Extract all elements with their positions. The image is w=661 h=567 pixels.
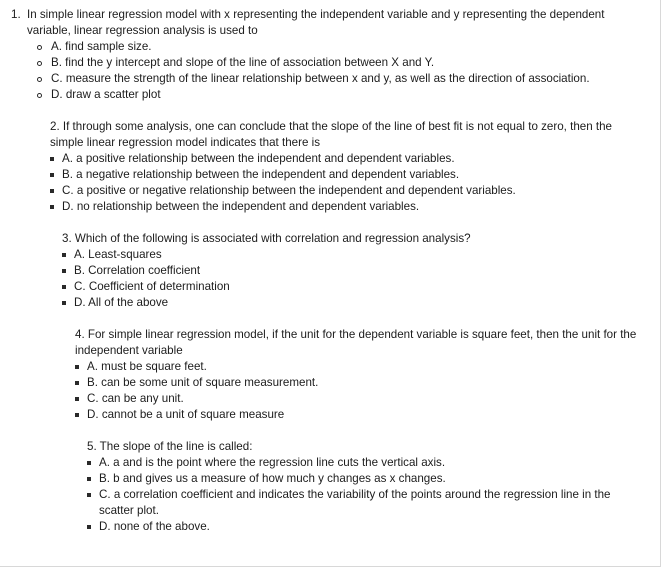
question-5-options (0, 455, 660, 535)
hollow-bullet-icon (35, 87, 45, 103)
option-text: D. All of the above (74, 296, 169, 309)
question-3 (0, 231, 660, 311)
question-2-options (0, 151, 660, 215)
question-3-option-d (0, 295, 660, 311)
option-text: A. must be square feet. (87, 360, 207, 373)
option-text: B. a negative relationship between the independent and dependent variables. (62, 168, 460, 181)
question-4-option-d (0, 407, 660, 423)
square-bullet-icon (84, 487, 94, 503)
question-4-option-b (0, 375, 660, 391)
question-5-option-b (0, 471, 660, 487)
option-text: A. find sample size. (51, 40, 152, 53)
hollow-bullet-icon (35, 55, 45, 71)
square-bullet-icon (72, 375, 82, 391)
option-text: C. a positive or negative relationship between the independent and dependent variables. (62, 184, 516, 197)
question-2-option-b (0, 167, 660, 183)
square-bullet-icon (59, 247, 69, 263)
option-text: B. find the y intercept and slope of the line of association between X and Y. (51, 56, 435, 69)
question-1 (0, 7, 660, 103)
hollow-bullet-icon (35, 71, 45, 87)
option-text: D. no relationship between the independent and dependent variables. (62, 200, 420, 213)
question-3-option-c (0, 279, 660, 295)
square-bullet-icon (59, 263, 69, 279)
option-text: A. Least-squares (74, 248, 162, 261)
question-5-option-a (0, 455, 660, 471)
question-4-option-c (0, 391, 660, 407)
option-text: A. a positive relationship between the independent and dependent variables. (62, 152, 455, 165)
question-5-option-c (0, 487, 660, 519)
question-3-option-a (0, 247, 660, 263)
question-2-option-a (0, 151, 660, 167)
question-1-option-b (0, 55, 660, 71)
question-3-option-b (0, 263, 660, 279)
option-text: C. measure the strength of the linear relationship between x and y, as well as the direction of association. (51, 72, 590, 85)
question-5-prompt: 5. The slope of the line is called: (87, 440, 253, 453)
square-bullet-icon (47, 167, 57, 183)
option-text: C. can be any unit. (87, 392, 184, 405)
square-bullet-icon (59, 295, 69, 311)
option-text: D. draw a scatter plot (51, 88, 161, 101)
question-4-prompt: 4. For simple linear regression model, if the unit for the dependent variable is square feet, then the unit for the independent variable (75, 328, 637, 357)
question-4-options (0, 359, 660, 423)
hollow-bullet-icon (35, 39, 45, 55)
question-1-option-c (0, 71, 660, 87)
question-3-options (0, 247, 660, 311)
option-text: A. a and is the point where the regression line cuts the vertical axis. (99, 456, 446, 469)
question-1-options (0, 39, 660, 103)
square-bullet-icon (72, 391, 82, 407)
question-3-prompt: 3. Which of the following is associated with correlation and regression analysis? (62, 232, 471, 245)
question-1-option-d (0, 87, 660, 103)
question-1-text: In simple linear regression model with x representing the independent variable and y representing the dependent variable, linear regression analysis is used to (27, 8, 605, 37)
option-text: B. b and gives us a measure of how much y changes as x changes. (99, 472, 446, 485)
option-text: C. a correlation coefficient and indicates the variability of the points around the regression line in the scatter plot. (99, 488, 611, 517)
question-2-prompt: 2. If through some analysis, one can conclude that the slope of the line of best fit is not equal to zero, then the simple linear regression model indicates that there is (50, 120, 613, 149)
question-5 (0, 439, 660, 535)
question-4 (0, 327, 660, 423)
square-bullet-icon (84, 471, 94, 487)
square-bullet-icon (59, 279, 69, 295)
square-bullet-icon (47, 199, 57, 215)
square-bullet-icon (47, 151, 57, 167)
square-bullet-icon (72, 359, 82, 375)
option-text: D. none of the above. (99, 520, 210, 533)
square-bullet-icon (84, 455, 94, 471)
question-5-option-d (0, 519, 660, 535)
question-2-option-c (0, 183, 660, 199)
square-bullet-icon (84, 519, 94, 535)
option-text: B. can be some unit of square measurement. (87, 376, 319, 389)
square-bullet-icon (72, 407, 82, 423)
question-1-prompt (0, 7, 660, 39)
question-1-option-a (0, 39, 660, 55)
question-2 (0, 119, 660, 215)
option-text: D. cannot be a unit of square measure (87, 408, 285, 421)
square-bullet-icon (47, 183, 57, 199)
question-4-option-a (0, 359, 660, 375)
option-text: C. Coefficient of determination (74, 280, 230, 293)
question-2-option-d (0, 199, 660, 215)
question-1-number: 1. (11, 8, 21, 21)
option-text: B. Correlation coefficient (74, 264, 201, 277)
